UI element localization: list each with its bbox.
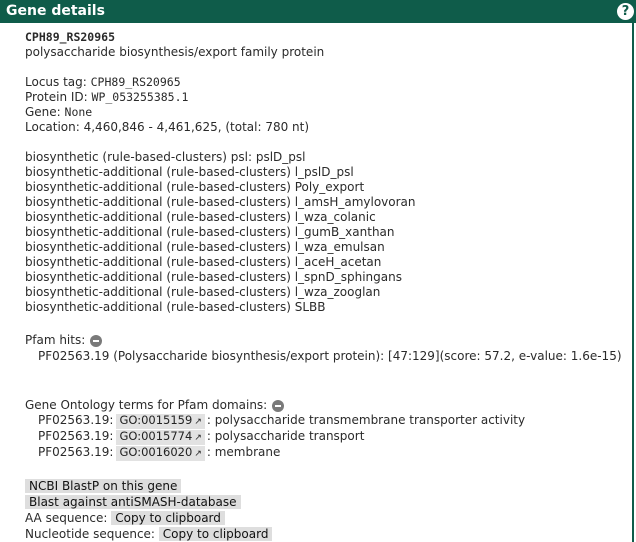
rule-item: biosynthetic (rule-based-clusters) psl: pslD_psl bbox=[25, 150, 306, 164]
gene-details-content bbox=[25, 30, 625, 542]
locus-tag-row bbox=[25, 75, 625, 90]
rules-list bbox=[25, 150, 625, 315]
go-term-pfam: PF02563.19: bbox=[38, 413, 114, 427]
go-term-id: GO:0015159 bbox=[119, 413, 193, 427]
gene-location: Location: 4,460,846 - 4,461,625, (total: 780 nt) bbox=[25, 120, 310, 134]
go-term-row bbox=[25, 429, 625, 445]
go-term-id: GO:0015774 bbox=[119, 429, 193, 443]
go-term-link[interactable] bbox=[116, 446, 204, 461]
rule-item: biosynthetic-additional (rule-based-clusters) l_gumB_xanthan bbox=[25, 225, 395, 239]
rule-item: biosynthetic-additional (rule-based-clusters) l_wza_zooglan bbox=[25, 285, 381, 299]
go-terms-title: Gene Ontology terms for Pfam domains: bbox=[25, 398, 268, 412]
go-term-pfam: PF02563.19: bbox=[38, 429, 114, 443]
ncbi-blastp-button[interactable]: NCBI BlastP on this gene bbox=[25, 479, 181, 493]
external-link-icon: ↗ bbox=[194, 433, 202, 443]
help-icon[interactable]: ? bbox=[617, 3, 634, 20]
locus-tag-label: Locus tag: bbox=[25, 75, 91, 89]
rule-item: biosynthetic-additional (rule-based-clusters) l_aceH_acetan bbox=[25, 255, 382, 269]
rule-item: biosynthetic-additional (rule-based-clusters) l_pslD_psl bbox=[25, 165, 354, 179]
go-term-pfam: PF02563.19: bbox=[38, 445, 114, 459]
go-term-row bbox=[25, 445, 625, 461]
go-term-row bbox=[25, 413, 625, 429]
locus-tag-value: CPH89_RS20965 bbox=[90, 75, 181, 89]
nt-sequence-row bbox=[25, 526, 625, 542]
go-term-link[interactable] bbox=[116, 430, 204, 445]
copy-aa-button[interactable]: Copy to clipboard bbox=[111, 511, 225, 525]
gene-name-label: Gene: bbox=[25, 105, 65, 119]
go-term-desc: : polysaccharide transport bbox=[206, 429, 365, 443]
rule-item: biosynthetic-additional (rule-based-clusters) l_wza_colanic bbox=[25, 210, 376, 224]
panel-title: Gene details bbox=[6, 3, 105, 19]
protein-id-row bbox=[25, 90, 625, 105]
aa-sequence-label: AA sequence: bbox=[25, 511, 112, 525]
go-terms-title-row bbox=[25, 398, 625, 413]
go-term-desc: : polysaccharide transmembrane transporter activity bbox=[206, 413, 526, 427]
gene-name-value: None bbox=[64, 105, 93, 119]
pfam-hits-title-row bbox=[25, 333, 625, 348]
gene-product: polysaccharide biosynthesis/export family protein bbox=[25, 45, 325, 59]
gene-name-row bbox=[25, 105, 625, 120]
rule-item: biosynthetic-additional (rule-based-clusters) l_amsH_amylovoran bbox=[25, 195, 416, 209]
go-term-id: GO:0016020 bbox=[119, 445, 193, 459]
nt-sequence-label: Nucleotide sequence: bbox=[25, 527, 159, 541]
go-terms-list bbox=[25, 413, 625, 461]
rule-item: biosynthetic-additional (rule-based-clusters) SLBB bbox=[25, 300, 326, 314]
protein-id-value: WP_053255385.1 bbox=[91, 90, 189, 104]
external-link-icon: ↗ bbox=[194, 417, 202, 427]
aa-sequence-row bbox=[25, 510, 625, 526]
rule-item: biosynthetic-additional (rule-based-clusters) Poly_export bbox=[25, 180, 365, 194]
go-term-link[interactable] bbox=[116, 414, 204, 429]
rule-item: biosynthetic-additional (rule-based-clusters) l_spnD_sphingans bbox=[25, 270, 402, 284]
panel-header bbox=[0, 0, 636, 23]
blast-antismash-button[interactable]: Blast against antiSMASH-database bbox=[25, 495, 241, 509]
collapse-go-icon[interactable] bbox=[272, 400, 284, 412]
external-link-icon: ↗ bbox=[194, 449, 202, 459]
pfam-hit: PF02563.19 (Polysaccharide biosynthesis/export protein): [47:129](score: 57.2, e-value: 1.6e-15) bbox=[38, 349, 622, 363]
rule-item: biosynthetic-additional (rule-based-clusters) l_wza_emulsan bbox=[25, 240, 385, 254]
copy-nt-button[interactable]: Copy to clipboard bbox=[159, 527, 273, 541]
collapse-pfam-icon[interactable] bbox=[90, 335, 102, 347]
gene-id: CPH89_RS20965 bbox=[25, 30, 116, 44]
go-term-desc: : membrane bbox=[206, 445, 281, 459]
pfam-hits-title: Pfam hits: bbox=[25, 333, 86, 347]
protein-id-label: Protein ID: bbox=[25, 90, 92, 104]
